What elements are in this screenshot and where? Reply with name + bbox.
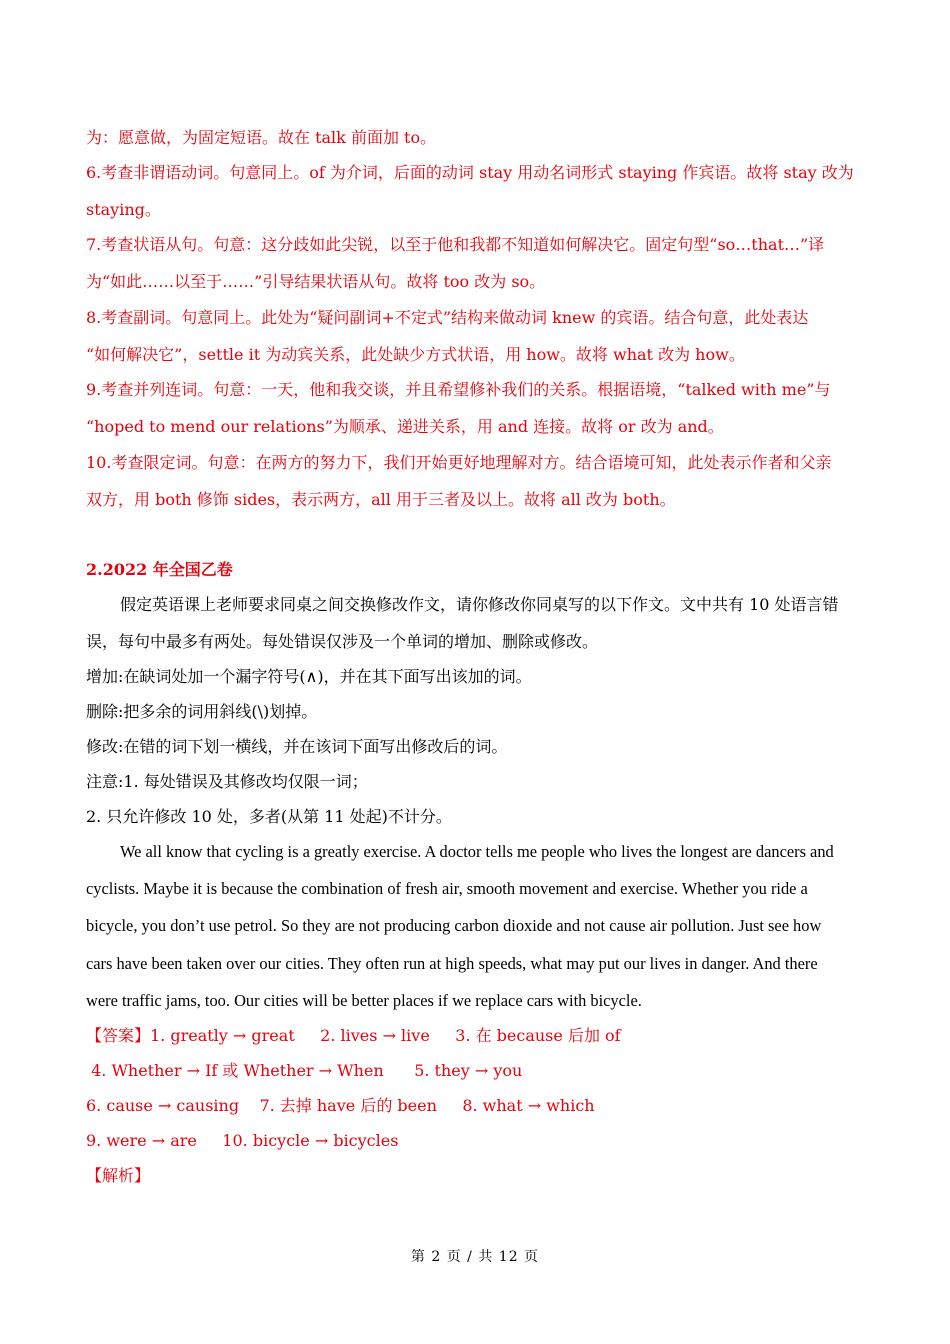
analysis-line: 为：愿意做，为固定短语。故在 talk 前面加 to。	[86, 128, 437, 147]
analysis-line: 6.考查非谓语动词。句意同上。of 为介词，后面的动词 stay 用动名词形式 staying 作宾语。故将 stay 改为	[86, 163, 854, 182]
instruction-line: 误，每句中最多有两处。每处错误仅涉及一个单词的增加、删除或修改。	[86, 632, 599, 651]
analysis-label: 【解析】	[86, 1166, 151, 1185]
section-title: 2.2022 年全国乙卷	[86, 560, 233, 579]
passage-line: We all know that cycling is a greatly exercise. A doctor tells me people who lives the longest are dancers and	[120, 842, 834, 861]
analysis-line: “如何解决它”，settle it 为动宾关系，此处缺少方式状语，用 how。故将 what 改为 how。	[86, 345, 745, 364]
analysis-line: 10.考查限定词。句意：在两方的努力下，我们开始更好地理解对方。结合语境可知，此处表示作者和父亲	[86, 453, 832, 472]
analysis-line: 双方，用 both 修饰 sides，表示两方，all 用于三者及以上。故将 all 改为 both。	[86, 490, 676, 509]
analysis-line: 9.考查并列连词。句意：一天，他和我交谈，并且希望修补我们的关系。根据语境，“talked with me”与	[86, 380, 831, 399]
analysis-line: 为“如此……以至于……”引导结果状语从句。故将 too 改为 so。	[86, 272, 546, 291]
instruction-line: 假定英语课上老师要求同桌之间交换修改作文，请你修改你同桌写的以下作文。文中共有 10 处语言错	[120, 595, 839, 614]
analysis-line: “hoped to mend our relations”为顺承、递进关系，用 and 连接。故将 or 改为 and。	[86, 417, 724, 436]
passage-line: cyclists. Maybe it is because the combination of fresh air, smooth movement and exercise. Whether you ride a	[86, 879, 808, 898]
instruction-line: 2. 只允许修改 10 处，多者(从第 11 处起)不计分。	[86, 807, 452, 826]
page-footer: 第 2 页 / 共 12 页	[410, 1249, 540, 1265]
passage-line: cars have been taken over our cities. They often run at high speeds, what may put our lives in danger. And there	[86, 954, 818, 973]
answer-line: 【答案】1. greatly → great 2. lives → live 3. 在 because 后加 of	[86, 1026, 621, 1045]
answer-line: 6. cause → causing 7. 去掉 have 后的 been 8. what → which	[86, 1096, 595, 1115]
instruction-line: 增加:在缺词处加一个漏字符号(∧)，并在其下面写出该加的词。	[86, 667, 532, 686]
analysis-line: 7.考查状语从句。句意：这分歧如此尖锐，以至于他和我都不知道如何解决它。固定句型“so…that…”译	[86, 235, 825, 254]
answer-line: 9. were → are 10. bicycle → bicycles	[86, 1131, 399, 1150]
instruction-line: 删除:把多余的词用斜线(\)划掉。	[86, 702, 318, 721]
passage-line: were traffic jams, too. Our cities will be better places if we replace cars with bicycle.	[86, 991, 642, 1010]
instruction-line: 注意:1. 每处错误及其修改均仅限一词；	[86, 772, 368, 791]
analysis-line: 8.考查副词。句意同上。此处为“疑问副词+不定式”结构来做动词 knew 的宾语。结合句意，此处表达	[86, 308, 809, 327]
instruction-line: 修改:在错的词下划一横线，并在该词下面写出修改后的词。	[86, 737, 508, 756]
answer-line: 4. Whether → If 或 Whether → When 5. they → you	[86, 1061, 523, 1080]
passage-line: bicycle, you don’t use petrol. So they are not producing carbon dioxide and not cause air pollution. Just see how	[86, 916, 822, 935]
analysis-line: staying。	[86, 200, 161, 219]
